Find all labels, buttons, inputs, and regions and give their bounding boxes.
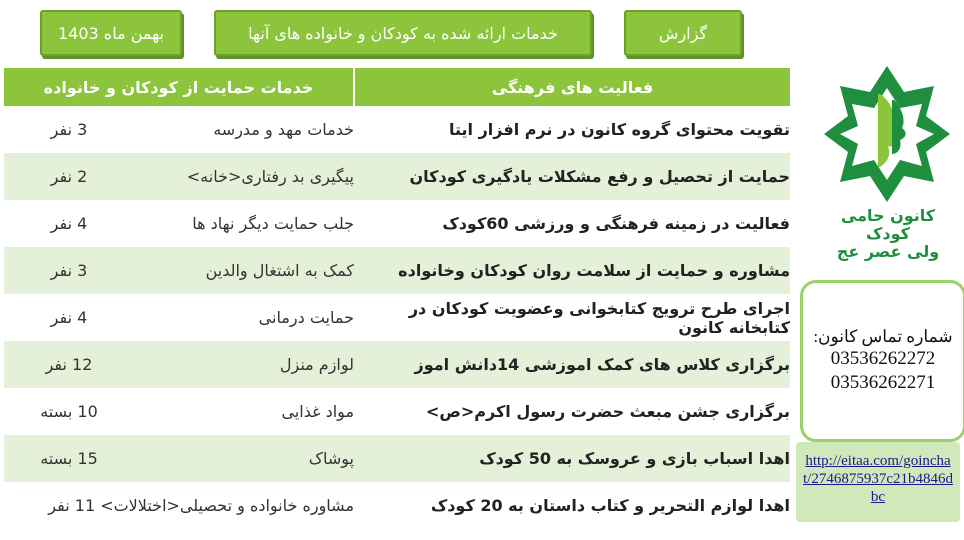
table-row: [4, 294, 790, 341]
service-cell: جلب حمایت دیگر نهاد ها: [192, 214, 355, 233]
table-row: [4, 200, 790, 247]
logo-line-1: کانون حامی کودک: [840, 206, 936, 243]
phone-number-1[interactable]: 03536262272: [830, 348, 936, 369]
table-row: [4, 388, 790, 435]
logo-text: [818, 207, 958, 261]
count-cell: 12 نفر: [45, 355, 93, 374]
service-cell: خدمات مهد و مدرسه: [213, 120, 355, 139]
count-cell: 3 نفر: [50, 261, 88, 280]
count-cell: 3 نفر: [50, 120, 88, 139]
service-cell: کمک به اشتغال والدین: [205, 261, 355, 280]
service-cell: پوشاک: [308, 449, 355, 468]
page-title: خدمات ارائه شده به کودکان و خانواده های آنها: [248, 23, 558, 43]
table-row: [4, 106, 790, 153]
activity-cell: حمایت از تحصیل و رفع مشکلات یادگیری کودکان: [409, 167, 791, 186]
service-cell: مواد غذایی: [281, 402, 355, 421]
date-banner: [40, 10, 182, 56]
count-cell: 2 نفر: [50, 167, 88, 186]
activity-cell: فعالیت در زمینه فرهنگی و ورزشی 60کودک: [442, 214, 791, 233]
activities-column-header: فعالیت های فرهنگی: [354, 68, 790, 106]
report-banner: [624, 10, 742, 56]
table-row: [4, 341, 790, 388]
activity-cell: تقویت محتوای گروه کانون در نرم افزار ایتا: [448, 120, 791, 139]
report-label: گزارش: [658, 23, 708, 43]
table-row: [4, 153, 790, 200]
count-cell: 4 نفر: [50, 214, 88, 233]
activity-cell: برگزاری کلاس های کمک اموزشی 14دانش اموز: [414, 355, 791, 374]
phone-number-2[interactable]: 03536262271: [830, 372, 936, 393]
count-cell: 4 نفر: [50, 308, 88, 327]
service-cell: حمایت درمانی: [258, 308, 355, 327]
activity-cell: مشاوره و حمایت از سلامت روان کودکان وخانواده: [398, 261, 791, 280]
activity-cell: اهدا لوازم التحریر و کتاب داستان به 20 کودک: [430, 496, 791, 515]
table-row: [4, 482, 790, 529]
service-cell: مشاوره خانواده و تحصیلی<اختلالات> 11 نفر: [48, 496, 355, 515]
service-cell: پیگیری بد رفتاری<خانه>: [186, 167, 355, 186]
count-cell: 10 بسته: [40, 402, 98, 421]
activity-cell: اهدا اسباب بازی و عروسک به 50 کودک: [479, 449, 791, 468]
contact-label: شماره تماس کانون:: [813, 327, 953, 346]
services-table: [4, 68, 790, 529]
count-cell: 15 بسته: [40, 449, 98, 468]
report-date: بهمن ماه 1403: [58, 23, 164, 43]
contact-box: [800, 280, 964, 442]
activity-cell: برگزاری جشن مبعث حضرت رسول اکرم<ص>: [425, 402, 791, 421]
activity-cell: اجرای طرح ترویج کتابخوانی وعضویت کودکان در کتابخانه کانون: [408, 298, 791, 337]
table-row: [4, 435, 790, 482]
title-banner: [214, 10, 592, 56]
table-row: [4, 247, 790, 294]
service-cell: لوازم منزل: [279, 355, 355, 374]
logo-line-2: ولی عصر عج: [836, 242, 940, 261]
eitaa-link[interactable]: http://eitaa.com/goinchat/2746875937c21b4846dbc: [796, 442, 960, 522]
services-column-header: خدمات حمایت از کودکان و خانواده: [4, 68, 354, 106]
